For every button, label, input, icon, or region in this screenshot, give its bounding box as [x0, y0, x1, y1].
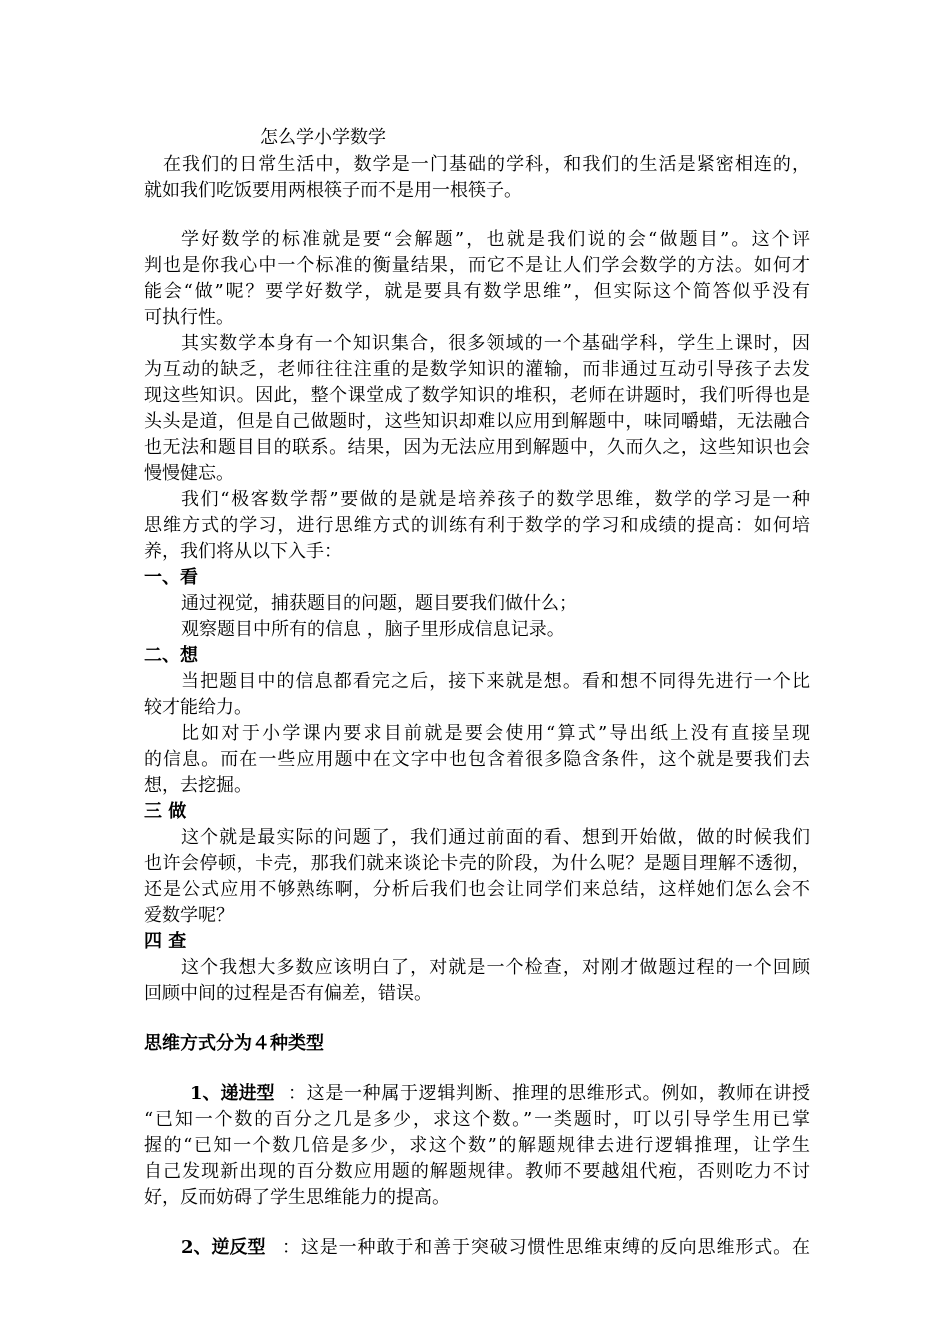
section-heading: 思维方式分为４种类型: [144, 1033, 324, 1054]
paragraph-line: 也许会停顿，卡壳，那我们就来谈论卡壳的阶段，为什么呢？是题目理解不透彻，: [144, 853, 810, 874]
paragraph-line: 爱数学呢？: [144, 905, 234, 926]
paragraph-line: 这个我想大多数应该明白了，对就是一个检查，对刚才做题过程的一个回顾: [181, 957, 810, 978]
paragraph-line: 就如我们吃饭要用两根筷子而不是用一根筷子。: [144, 180, 522, 201]
section-heading: 三 做: [144, 801, 187, 822]
paragraph-line: 其实数学本身有一个知识集合，很多领域的一个基础学科，学生上课时，因: [181, 333, 810, 354]
paragraph-line: 好，反而妨碍了学生思维能力的提高。: [144, 1187, 450, 1208]
paragraph-line: 的信息。而在一些应用题中在文字中也包含着很多隐含条件，这个就是要我们去: [144, 749, 810, 770]
paragraph-line: 回顾中间的过程是否有偏差，错误。: [144, 983, 432, 1004]
type-heading: 2、逆反型: [181, 1237, 266, 1258]
paragraph-line: 想，去挖掘。: [144, 775, 252, 796]
paragraph-line: 为互动的缺乏，老师往往注重的是数学知识的灌输，而非通过互动引导孩子去发: [144, 359, 810, 380]
paragraph-line: 这个就是最实际的问题了，我们通过前面的看、想到开始做，做的时候我们: [181, 827, 810, 848]
paragraph-line: 握的“已知一个数几倍是多少，求这个数”的解题规律去进行逻辑推理，让学生: [144, 1135, 810, 1156]
paragraph-line: 当把题目中的信息都看完之后，接下来就是想。看和想不同得先进行一个比: [181, 671, 810, 692]
paragraph-line: 比如对于小学课内要求目前就是要会使用“算式”导出纸上没有直接呈现: [181, 723, 810, 744]
paragraph-line: 慢慢健忘。: [144, 463, 234, 484]
paragraph-line: 能会“做”呢？要学好数学，就是要具有数学思维”，但实际这个简答似乎没有: [144, 281, 810, 302]
paragraph-line: ：这是一种敢于和善于突破习惯性思维束缚的反向思维形式。在: [282, 1237, 810, 1258]
paragraph-line: 也无法和题目目的联系。结果，因为无法应用到解题中，久而久之，这些知识也会: [144, 437, 810, 458]
paragraph-line: 思维方式的学习，进行思维方式的训练有利于数学的学习和成绩的提高：如何培: [144, 515, 810, 536]
paragraph-line: 养，我们将从以下入手：: [144, 541, 342, 562]
paragraph-line: 学好数学的标准就是要“会解题”，也就是我们说的会“做题目”。这个评: [181, 229, 810, 250]
paragraph-line: 现这些知识。因此，整个课堂成了数学知识的堆积，老师在讲题时，我们听得也是: [144, 385, 810, 406]
paragraph-line: 判也是你我心中一个标准的衡量结果，而它不是让人们学会数学的方法。如何才: [144, 255, 810, 276]
paragraph-line: 自己发现新出现的百分数应用题的解题规律。教师不要越俎代疱，否则吃力不讨: [144, 1161, 810, 1182]
paragraph-line: 观察题目中所有的信息 ，脑子里形成信息记录。: [181, 619, 565, 640]
section-heading: 二、想: [144, 645, 198, 666]
paragraph-line: “已知一个数的百分之几是多少，求这个数。”一类题时，叮以引导学生用已掌: [144, 1109, 810, 1130]
paragraph-line: ：这是一种属于逻辑判断、推理的思维形式。例如，教师在讲授: [288, 1083, 810, 1104]
paragraph-line: 在我们的日常生活中，数学是一门基础的学科，和我们的生活是紧密相连的，: [163, 154, 810, 175]
paragraph-line: 还是公式应用不够熟练啊，分析后我们也会让同学们来总结，这样她们怎么会不: [144, 879, 810, 900]
paragraph-line: 我们“极客数学帮”要做的是就是培养孩子的数学思维，数学的学习是一种: [181, 489, 810, 510]
paragraph-line: 较才能给力。: [144, 697, 252, 718]
paragraph-line: 可执行性。: [144, 307, 234, 328]
type-heading: 1、递进型: [190, 1083, 275, 1104]
paragraph-line: 通过视觉，捕获题目的问题，题目要我们做什么；: [181, 593, 577, 614]
document-title: 怎么学小学数学: [260, 127, 386, 148]
paragraph-line: 头头是道，但是自己做题时，这些知识却难以应用到解题中，味同嚼蜡，无法融合: [144, 411, 810, 432]
section-heading: 一、看: [144, 567, 198, 588]
section-heading: 四 查: [144, 931, 187, 952]
